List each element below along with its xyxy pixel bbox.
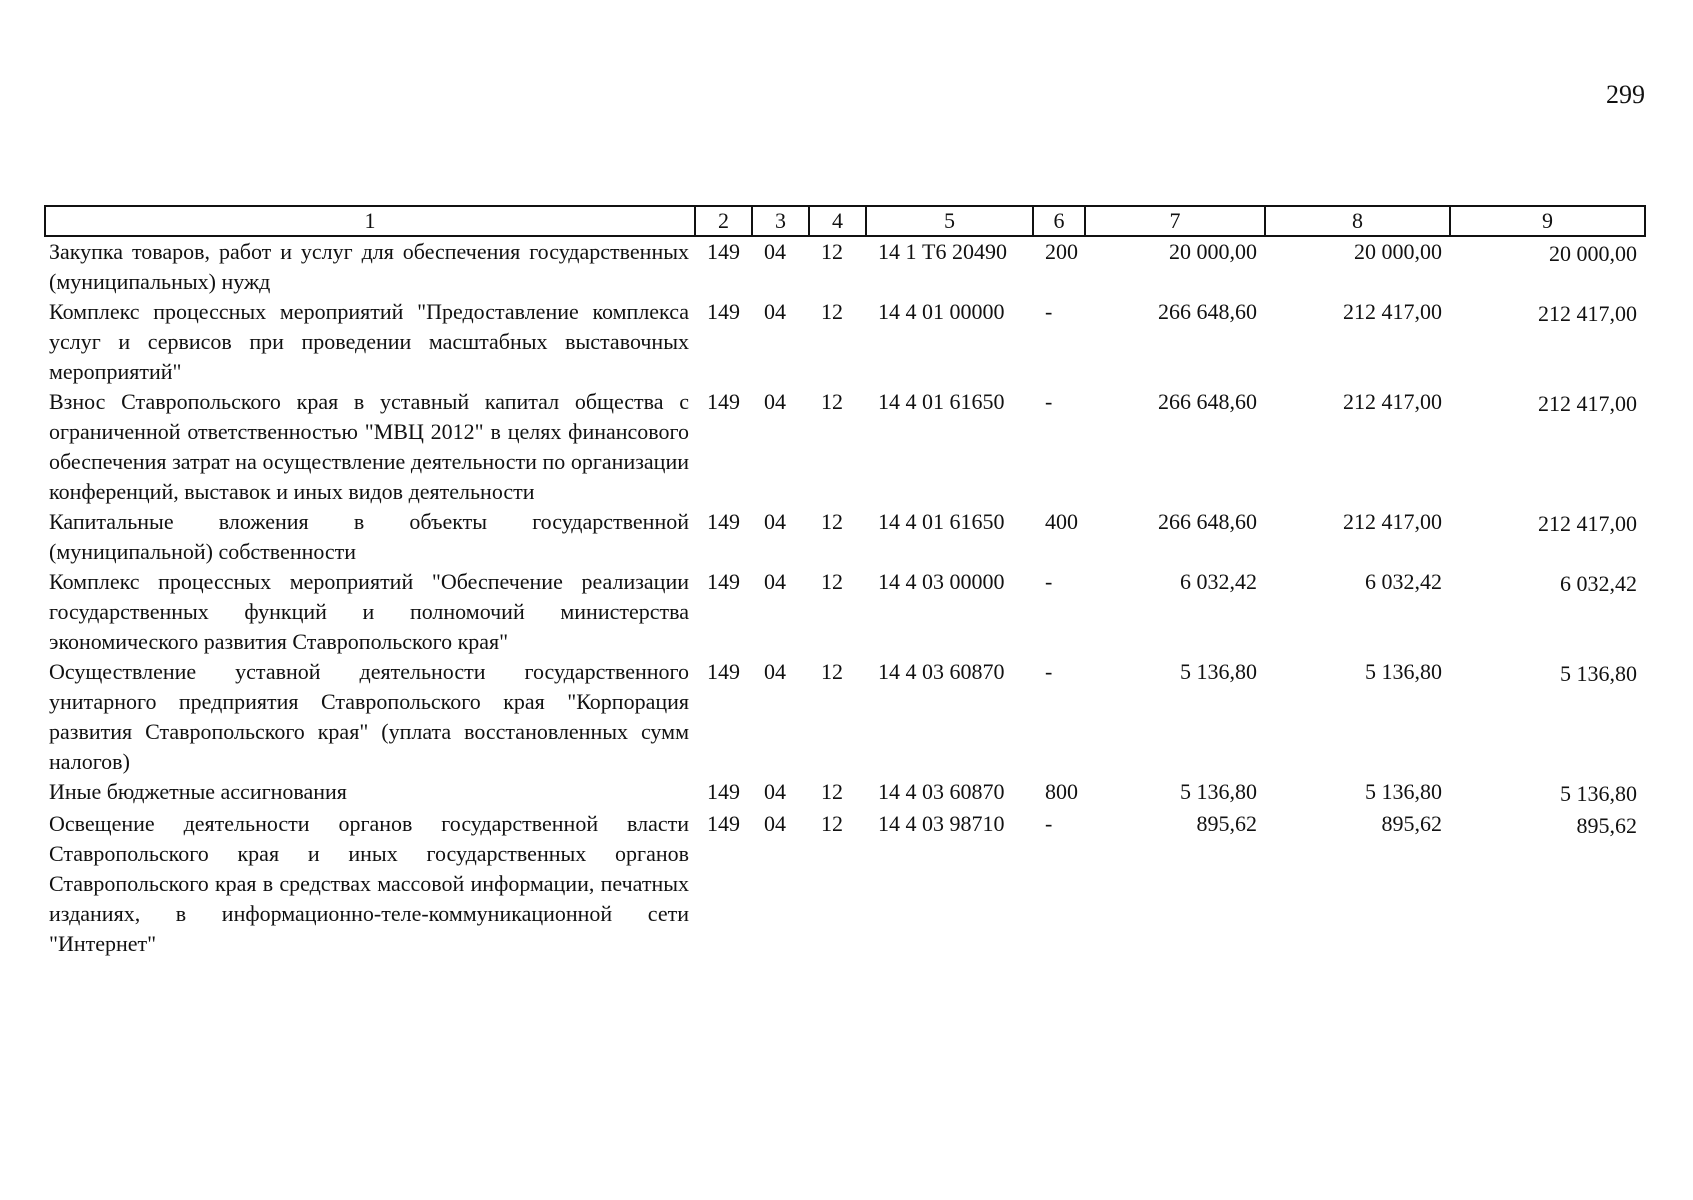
cell-col-9: 5 136,80 xyxy=(1560,661,1637,686)
column-header: 2 xyxy=(695,206,752,236)
row-name: Осуществление уставной деятельности государственного унитарного предприятия Ставропольского края "Корпорация развития Ставропольского края" (уплата восстановленных сумм налогов) xyxy=(49,659,689,774)
row-name: Капитальные вложения в объекты государственной (муниципальной) собственности xyxy=(49,509,689,564)
cell-col-2: 149 xyxy=(707,569,740,594)
table-row xyxy=(45,236,1645,297)
cell-col-4: 12 xyxy=(821,779,843,804)
cell-col-9: 6 032,42 xyxy=(1560,571,1637,596)
cell-col-5: 14 1 Т6 20490 xyxy=(878,239,1007,264)
cell-col-4: 12 xyxy=(821,239,843,264)
table-row xyxy=(45,657,1645,777)
cell-col-7: 5 136,80 xyxy=(1180,779,1257,804)
column-header: 5 xyxy=(866,206,1033,236)
cell-col-3: 04 xyxy=(764,779,786,804)
cell-col-5: 14 4 03 98710 xyxy=(878,811,1005,836)
cell-col-2: 149 xyxy=(707,389,740,414)
table-header-row xyxy=(45,206,1645,236)
row-name: Комплекс процессных мероприятий "Обеспечение реализации государственных функций и полномочий министерства экономического развития Ставропольского края" xyxy=(49,569,689,654)
cell-col-2: 149 xyxy=(707,509,740,534)
table-row xyxy=(45,507,1645,567)
cell-col-3: 04 xyxy=(764,239,786,264)
cell-col-6: 400 xyxy=(1045,509,1078,534)
column-header: 6 xyxy=(1033,206,1085,236)
cell-col-9: 212 417,00 xyxy=(1538,391,1637,416)
cell-col-8: 5 136,80 xyxy=(1365,659,1442,684)
row-name: Взнос Ставропольского края в уставный капитал общества с ограниченной ответственностью "МВЦ 2012" в целях финансового обеспечения затрат на осуществление деятельности по организации конференций, выставок и иных видов деятельности xyxy=(49,389,689,504)
cell-col-9: 5 136,80 xyxy=(1560,781,1637,806)
cell-col-8: 212 417,00 xyxy=(1343,299,1442,324)
cell-col-9: 212 417,00 xyxy=(1538,511,1637,536)
page-number: 299 xyxy=(1606,80,1645,109)
cell-col-6: - xyxy=(1045,659,1053,684)
row-name: Закупка товаров, работ и услуг для обеспечения государственных (муниципальных) нужд xyxy=(49,239,689,294)
row-name: Иные бюджетные ассигнования xyxy=(49,779,347,804)
cell-col-5: 14 4 01 61650 xyxy=(878,509,1005,534)
cell-col-4: 12 xyxy=(821,569,843,594)
cell-col-5: 14 4 01 61650 xyxy=(878,389,1005,414)
cell-col-8: 20 000,00 xyxy=(1354,239,1442,264)
table-row xyxy=(45,809,1645,959)
column-header: 7 xyxy=(1085,206,1265,236)
cell-col-7: 20 000,00 xyxy=(1169,239,1257,264)
cell-col-8: 5 136,80 xyxy=(1365,779,1442,804)
cell-col-2: 149 xyxy=(707,659,740,684)
row-name: Комплекс процессных мероприятий "Предоставление комплекса услуг и сервисов при проведении масштабных выставочных мероприятий" xyxy=(49,299,689,384)
cell-col-5: 14 4 03 00000 xyxy=(878,569,1005,594)
budget-table xyxy=(44,205,1646,959)
table-row xyxy=(45,297,1645,387)
table-row xyxy=(45,777,1645,809)
cell-col-4: 12 xyxy=(821,389,843,414)
cell-col-2: 149 xyxy=(707,779,740,804)
cell-col-3: 04 xyxy=(764,659,786,684)
cell-col-5: 14 4 03 60870 xyxy=(878,779,1005,804)
cell-col-8: 212 417,00 xyxy=(1343,509,1442,534)
cell-col-2: 149 xyxy=(707,299,740,324)
cell-col-7: 6 032,42 xyxy=(1180,569,1257,594)
cell-col-9: 895,62 xyxy=(1576,813,1637,838)
table-body xyxy=(45,236,1645,959)
column-header: 3 xyxy=(752,206,809,236)
cell-col-9: 20 000,00 xyxy=(1549,241,1637,266)
cell-col-7: 266 648,60 xyxy=(1158,299,1257,324)
table-row xyxy=(45,387,1645,507)
cell-col-7: 5 136,80 xyxy=(1180,659,1257,684)
cell-col-3: 04 xyxy=(764,389,786,414)
cell-col-3: 04 xyxy=(764,509,786,534)
column-header: 9 xyxy=(1450,206,1645,236)
cell-col-3: 04 xyxy=(764,569,786,594)
cell-col-4: 12 xyxy=(821,659,843,684)
cell-col-8: 6 032,42 xyxy=(1365,569,1442,594)
cell-col-7: 266 648,60 xyxy=(1158,389,1257,414)
cell-col-4: 12 xyxy=(821,811,843,836)
cell-col-6: - xyxy=(1045,569,1053,594)
cell-col-3: 04 xyxy=(764,811,786,836)
cell-col-7: 266 648,60 xyxy=(1158,509,1257,534)
cell-col-6: 800 xyxy=(1045,779,1078,804)
column-header: 4 xyxy=(809,206,866,236)
column-header: 1 xyxy=(45,206,695,236)
cell-col-5: 14 4 01 00000 xyxy=(878,299,1005,324)
cell-col-6: - xyxy=(1045,811,1053,836)
cell-col-8: 895,62 xyxy=(1381,811,1442,836)
cell-col-2: 149 xyxy=(707,811,740,836)
column-header: 8 xyxy=(1265,206,1450,236)
cell-col-6: - xyxy=(1045,299,1053,324)
cell-col-4: 12 xyxy=(821,509,843,534)
cell-col-6: 200 xyxy=(1045,239,1078,264)
table-row xyxy=(45,567,1645,657)
cell-col-7: 895,62 xyxy=(1196,811,1257,836)
cell-col-5: 14 4 03 60870 xyxy=(878,659,1005,684)
cell-col-8: 212 417,00 xyxy=(1343,389,1442,414)
cell-col-2: 149 xyxy=(707,239,740,264)
cell-col-3: 04 xyxy=(764,299,786,324)
row-name: Освещение деятельности органов государственной власти Ставропольского края и иных государственных органов Ставропольского края в средствах массовой информации, печатных изданиях, в информационно-теле-коммуникационной сети "Интернет" xyxy=(49,811,689,956)
cell-col-4: 12 xyxy=(821,299,843,324)
cell-col-9: 212 417,00 xyxy=(1538,301,1637,326)
cell-col-6: - xyxy=(1045,389,1053,414)
